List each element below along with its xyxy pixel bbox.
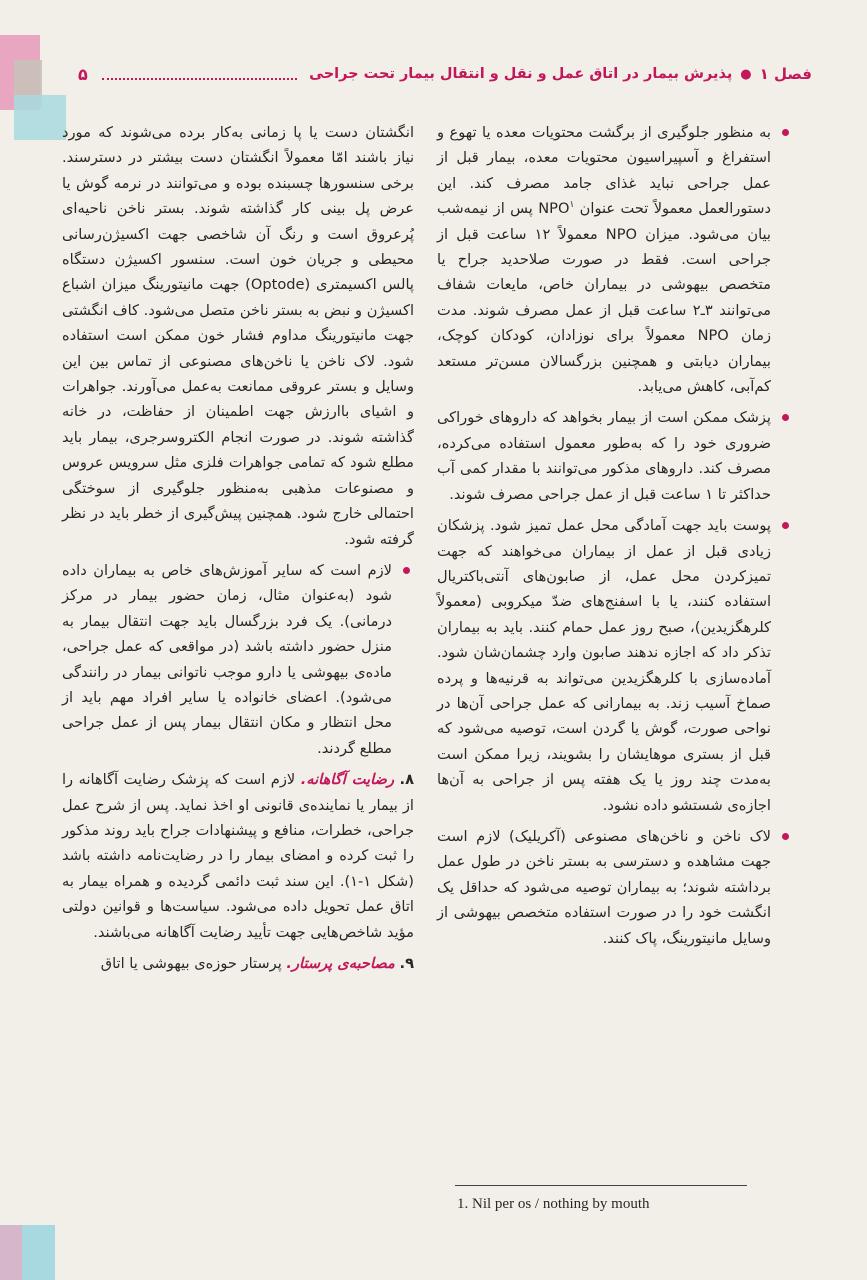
- item-8-number: ۸.: [399, 771, 414, 789]
- right-column: [437, 120, 793, 957]
- item-9-term: مصاحبه‌ی پرستار.: [286, 955, 395, 972]
- header-dotted-leader: [102, 68, 297, 80]
- chapter-title: پذیرش بیمار در اتاق عمل و نقل و انتقال بیمار تحت جراحی: [309, 66, 733, 82]
- bullet-nail-polish-text: لاک ناخن و ناخن‌های مصنوعی (آکریلیک) لازم است جهت مشاهده و دسترسی به بستر ناخن در طول عمل برداشته شوند؛ به بیماران توصیه می‌شود که حداقل یک انگشت خود را در صورت استفاده متخصص بیهوشی از وسایل مانیتورینگ، پاک کنند.: [437, 827, 771, 947]
- header-separator-dot: ●: [740, 66, 752, 82]
- item-9-text: پرستار حوزه‌ی بیهوشی یا اتاق: [100, 955, 287, 972]
- bullet-item-medications: [437, 405, 793, 507]
- running-header: [78, 58, 812, 90]
- bullet-skin-prep-text: پوست باید جهت آمادگی محل عمل تمیز شود. پزشکان زیادی قبل از عمل از بیماران می‌خواهند که جهت تمیزکردن محل عمل، از صابون‌های آنتی‌باکتریال استفاده کنند، یا با اسفنج‌های ضدّ میکروبی (معمولاً کلرهگزیدین)، صبح روز عمل حمام کنند. باید به بیماران تذکر داد که اجازه ندهند صابون وارد چشمان‌شان شود. آماده‌سازی با کلرهگزیدین می‌تواند به قرنیه‌ها و پرده صماخ آسیب زند. به بیمارانی که عمل جراحی آن‌ها در نواحی صورت، گوش یا گردن است، توصیه می‌شود که قبل از بستری موهایشان را بشویند، زیرا ممکن است به‌مدت چند روز یا یک هفته پس از جراحی به آن‌ها اجازه‌ی شستشو داده نشود.: [437, 517, 771, 814]
- bullet-dot: [782, 414, 789, 421]
- item-8-term: رضایت آگاهانه.: [300, 771, 394, 789]
- bullet-dot: [782, 833, 789, 840]
- left-column: [62, 120, 414, 982]
- bullet-item-npo: [437, 120, 793, 399]
- bullet-dot: [782, 129, 789, 136]
- bullet-npo-text-b: پس از نیمه‌شب بیان می‌شود. میزان NPO معمولاً ۱۲ ساعت قبل از جراحی است. فقط در صورت صلاحدید جراح یا متخصص بیهوشی در بیماران خاص، مایعات شفاف می‌توانند ۳ـ۲ ساعت قبل از عمل مصرف شوند. مدت زمان NPO معمولاً برای نوزادان، کودکان کوچک، بیماران دیابتی و همچنین بزرگسالان مسن‌تر مستعد کم‌آبی، کاهش می‌یابد.: [437, 200, 771, 396]
- bullet-special-instructions-text: لازم است که سایر آموزش‌های خاص به بیماران داده شود (به‌عنوان مثال، زمان حضور بیمار در مرکز درمانی). یک فرد بزرگسال باید جهت انتقال بیمار به منزل حضور داشته باشد (در مواقعی که عمل جراحی، ماده‌ی بیهوشی یا دارو موجب ناتوانی بیمار در رانندگی می‌شود). اعضای خانواده یا سایر افراد مهم باید از محل انتظار و مکان انتقال بیمار پس از عمل جراحی مطلع گردند.: [62, 561, 392, 757]
- corner-decoration-cyan: [14, 95, 66, 140]
- bullet-item-special-instructions: [62, 558, 414, 761]
- bullet-item-nail-polish: [437, 824, 793, 951]
- chapter-label: فصل ۱: [759, 65, 812, 83]
- item-8-text: لازم است که پزشک رضایت آگاهانه را از بیمار یا نماینده‌ی قانونی او اخذ نماید. پس از شرح عمل جراحی، خطرات، منافع و پیشنهادات جراح باید روند مذکور را ثبت کرده و امضای بیمار را در رضایت‌نامه داشته باشد (شکل ۱-۱). این سند ثبت دائمی گردیده و همراه بیمار به اتاق عمل تحویل داده می‌شود. سیاست‌ها و قوانین دولتی مؤید شاخص‌هایی جهت تأیید رضایت آگاهانه می‌باشند.: [62, 771, 414, 941]
- bottom-decoration-pink: [0, 1225, 22, 1280]
- bullet-item-skin-prep: [437, 513, 793, 818]
- footnote-rule: [455, 1185, 747, 1186]
- bullet-dot: [403, 567, 410, 574]
- footnote-reference: ۱: [569, 200, 575, 211]
- continued-paragraph: انگشتان دست یا پا زمانی به‌کار برده می‌شوند که مورد نیاز باشند امّا معمولاً انگشتان دست بیشتر در دسترسند. برخی سنسورها چسبنده بوده و می‌توانند در نرمه گوش یا عرض پل بینی کار گذاشته شوند. بستر ناخن ناحیه‌ای پُرعروق است و رنگ آن شاخصی جهت اکسیژن‌رسانی محیطی و جریان خون است. سنسور اکسیژن دستگاه پالس اکسیمتری (Optode) جهت مانیتورینگ میزان اشباع اکسیژن و نبض به بستر ناخن متصل می‌شود. کاف انگشتی جهت مانیتورینگ مداوم فشار خون ممکن است استفاده شود. لاک ناخن یا ناخن‌های مصنوعی از تماس بین این وسایل و بستر عروقی ممانعت به‌عمل می‌آورند. جواهرات و اشیای باارزش جهت اطمینان از حفاظت، در خانه گذاشته شوند. در صورت انجام الکتروسرجری، بیمار باید مطلع شود که تمامی جواهرات فلزی مثل سرویس عروس و مصنوعات مذهبی به‌منظور جلوگیری از سوختگی احتمالی خارج شود. همچنین پیش‌گیری از خطر باید در نظر گرفته شود.: [62, 124, 414, 548]
- bullet-npo-text-a: به منظور جلوگیری از برگشت محتویات معده یا تهوع و استفراغ و آسپیراسیون محتویات معده، بیمار قبل از عمل جراحی نباید غذای جامد مصرف کند. این دستورالعمل معمولاً تحت عنوان NPO: [437, 124, 771, 218]
- bullet-dot: [782, 522, 789, 529]
- bullet-medications-text: پزشک ممکن است از بیمار بخواهد که داروهای خوراکی ضروری خود را که به‌طور معمول استفاده می‌کرده، مصرف کند. داروهای مذکور می‌توانند با مقدار کمی آب حداکثر تا ۱ ساعت قبل از عمل جراحی مصرف شوند.: [437, 409, 771, 503]
- footnote-text: 1. Nil per os / nothing by mouth: [457, 1196, 650, 1212]
- numbered-item-9: [62, 951, 414, 976]
- page-number: ۵: [78, 64, 88, 84]
- item-9-number: ۹.: [399, 955, 414, 972]
- numbered-item-8: [62, 767, 414, 945]
